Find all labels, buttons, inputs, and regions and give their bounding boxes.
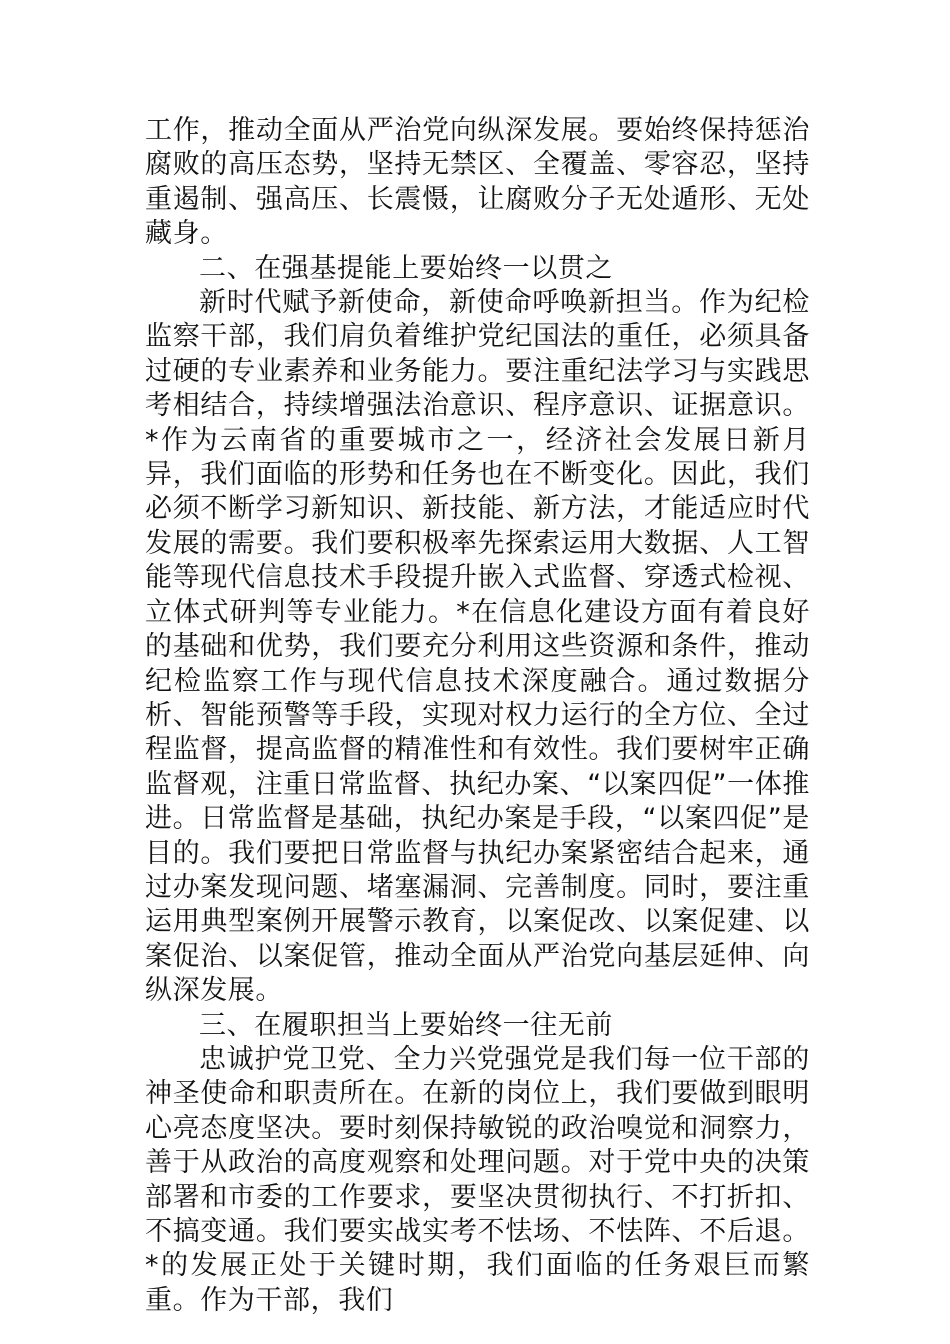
section-heading-two: 二、在强基提能上要始终一以贯之: [199, 252, 613, 284]
section-heading-three: 三、在履职担当上要始终一往无前: [199, 1009, 613, 1041]
paragraph-body: 新时代赋予新使命，新使命呼唤新担当。作为纪检监察干部，我们肩负着维护党纪国法的重任，必须具备过硬的专业素养和业务能力。要注重纪法学习与实践思考相结合，持续增强法治意识、程序意识、证据意识。*作为云南省的重要城市之一，经济社会发展日新月异，我们面临的形势和任务也在不断变化。因此，我们必须不断学习新知识、新技能、新方法，才能适应时代发展的需要。我们要积极率先探索运用大数据、人工智能等现代信息技术手段提升嵌入式监督、穿透式检视、立体式研判等专业能力。*在信息化建设方面有着良好的基础和优势，我们要充分利用这些资源和条件，推动纪检监察工作与现代信息技术深度融合。通过数据分析、智能预警等手段，实现对权力运行的全方位、全过程监督，提高监督的精准性和有效性。我们要树牢正确监督观，注重日常监督、执纪办案、“以案四促”一体推进。日常监督是基础，执纪办案是手段，“以案四促”是目的。我们要把日常监督与执纪办案紧密结合起来，通过办案发现问题、堵塞漏洞、完善制度。同时，要注重运用典型案例开展警示教育，以案促改、以案促建、以案促治、以案促管，推动全面从严治党向基层延伸、向纵深发展。: [145, 287, 810, 1007]
paragraph-continuation: 工作，推动全面从严治党向纵深发展。要始终保持惩治腐败的高压态势，坚持无禁区、全覆盖、零容忍，坚持重遏制、强高压、长震慑，让腐败分子无处遁形、无处藏身。: [145, 115, 810, 250]
document-body: [145, 114, 810, 1318]
paragraph-body: 忠诚护党卫党、全力兴党强党是我们每一位干部的神圣使命和职责所在。在新的岗位上，我们要做到眼明心亮态度坚决。要时刻保持敏锐的政治嗅觉和洞察力，善于从政治的高度观察和处理问题。对于党中央的决策部署和市委的工作要求，要坚决贯彻执行、不打折扣、不搞变通。我们要实战实考不怯场、不怯阵、不后退。*的发展正处于关键时期，我们面临的任务艰巨而繁重。作为干部，我们: [145, 1043, 810, 1316]
